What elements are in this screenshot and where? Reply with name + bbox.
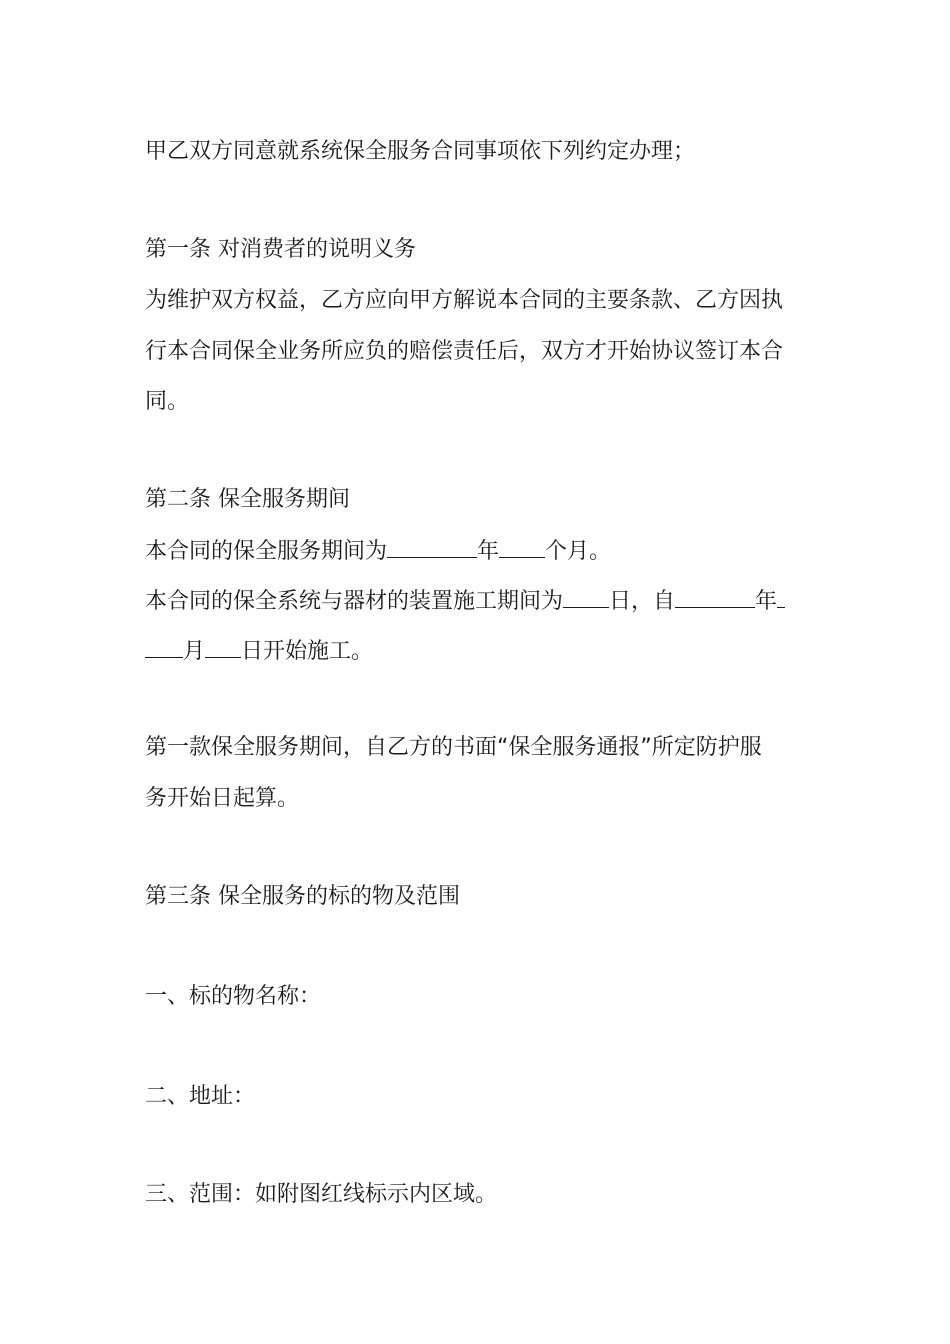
intro-text: 甲乙双方同意就系统保全服务合同事项依下列约定办理；: [145, 139, 696, 164]
article3-item2: 二、地址：: [145, 1084, 256, 1109]
install-prefix: 本合同的保全系统与器材的装置施工期间为: [145, 589, 564, 614]
period-year-label: 年: [477, 539, 500, 564]
install-month-label: 月: [183, 639, 206, 664]
install-month-blank-end: [145, 635, 183, 658]
article2-install-line1: [145, 585, 825, 617]
article1-line2: 行本合同保全业务所应负的赔偿责任后，双方才开始协议签订本合: [145, 339, 784, 364]
install-month-blank-start: [777, 585, 785, 608]
article1-line1: 为维护双方权益，乙方应向甲方解说本合同的主要条款、乙方因执: [145, 288, 784, 313]
article2-install-line2: [145, 635, 825, 667]
install-days-blank: [563, 585, 609, 608]
article2-heading: 第二条 保全服务期间: [145, 487, 350, 512]
article3-item1: 一、标的物名称：: [145, 984, 322, 1009]
article3-heading: 第三条 保全服务的标的物及范围: [145, 884, 460, 909]
install-year-label: 年: [755, 589, 778, 614]
install-day2-blank: [205, 635, 241, 658]
article3-item3: 三、范围：如附图红线标示内区域。: [145, 1182, 498, 1207]
period-month-blank: [499, 535, 545, 558]
article2-clause1-line2: 务开始日起算。: [145, 786, 300, 811]
period-year-blank: [387, 535, 477, 558]
article2-period-line: [145, 535, 825, 567]
period-month-label: 个月。: [545, 539, 612, 564]
article1-heading: 第一条 对消费者的说明义务: [145, 237, 416, 262]
install-suffix: 日开始施工。: [241, 639, 374, 664]
article1-line3: 同。: [145, 389, 190, 414]
article2-clause1-line1: 第一款保全服务期间，自乙方的书面“保全服务通报”所定防护服: [145, 735, 762, 760]
period-prefix: 本合同的保全服务期间为: [145, 539, 388, 564]
install-year-blank: [675, 585, 755, 608]
install-day-label: 日，自: [609, 589, 676, 614]
